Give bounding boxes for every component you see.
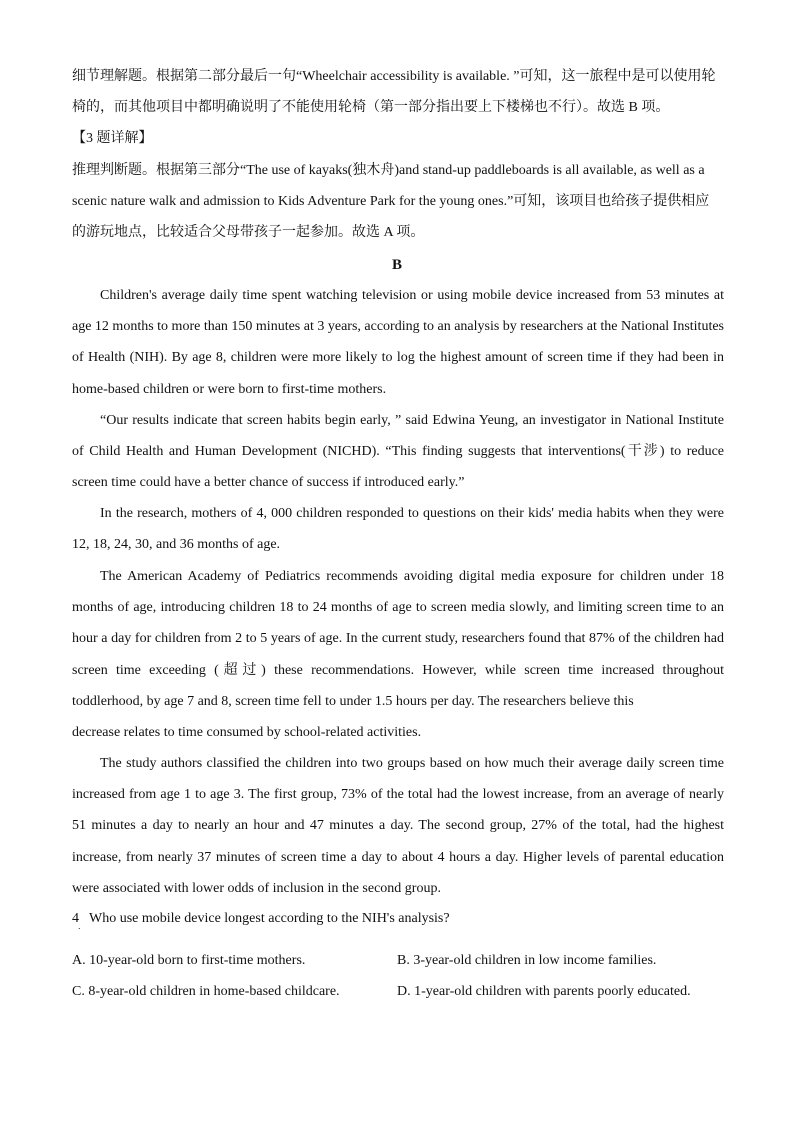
option-c: C. 8-year-old children in home-based childcare. xyxy=(72,984,340,999)
explanation-line: 椅的，而其他项目中都明确说明了不能使用轮椅（第一部分指出要上下楼梯也不行）。故选 B 项。 xyxy=(72,100,670,115)
explanation-line: 推理判断题。根据第三部分“The use of kayaks(独木舟)and stand-up paddleboards is all available, as well as a xyxy=(72,163,705,178)
option-d: D. 1-year-old children with parents poorly educated. xyxy=(397,984,691,999)
question-text: Who use mobile device longest according to the NIH's analysis? xyxy=(89,911,450,926)
question-number: 4 xyxy=(72,911,79,926)
question-number-dot: ． xyxy=(78,922,86,931)
passage-paragraph: In the research, mothers of 4, 000 children responded to questions on their kids' media habits when they were 12, 18, 24, 30, and 36 months of age. xyxy=(72,506,724,553)
option-a: A. 10-year-old born to first-time mothers. xyxy=(72,953,306,968)
passage-paragraph: “Our results indicate that screen habits begin early, ” said Edwina Yeung, an investigator in National Institute of Child Health and Human Development (NICHD). “This finding suggests that interventions(干涉) to reduce screen time could have a better chance of success if introduced early.” xyxy=(72,413,724,491)
option-b: B. 3-year-old children in low income families. xyxy=(397,953,657,968)
passage-paragraph: decrease relates to time consumed by school-related activities. xyxy=(72,725,422,740)
explanation-line: 的游玩地点，比较适合父母带孩子一起参加。故选 A 项。 xyxy=(72,225,425,240)
passage-paragraph: The study authors classified the children into two groups based on how much their average daily screen time increased from age 1 to age 3. The first group, 73% of the total had the lowest increase, from an average of nearly 51 minutes a day to nearly an hour and 47 minutes a day. The second group, 27% of the total, had the highest increase, from nearly 37 minutes of screen time a day to about 4 hours a day. Higher levels of parental education were associated with lower odds of inclusion in the second group. xyxy=(72,756,724,896)
passage-paragraph: Children's average daily time spent watching television or using mobile device increased from 53 minutes at age 12 months to more than 150 minutes at 3 years, according to an analysis by researchers at the National Institutes of Health (NIH). By age 8, children were more likely to log the highest amount of screen time if they had been in home-based children or were born to first-time mothers. xyxy=(72,288,724,397)
explanation-line: scenic nature walk and admission to Kids Adventure Park for the young ones.”可知，该项目也给孩子提供相应 xyxy=(72,194,710,209)
passage-paragraph: The American Academy of Pediatrics recommends avoiding digital media exposure for children under 18 months of age, introducing children 18 to 24 months of age to screen media slowly, and limiting screen time to an hour a day for children from 2 to 5 years of age. In the current study, researchers found that 87% of the children had screen time exceeding (超过) these recommendations. However, while screen time increased throughout toddlerhood, by age 7 and 8, screen time fell to under 1.5 hours per day. The researchers believe this xyxy=(72,569,724,709)
answer-detail-heading: 【3 题详解】 xyxy=(72,131,153,146)
section-label: B xyxy=(391,257,402,273)
explanation-line: 细节理解题。根据第二部分最后一句“Wheelchair accessibility is available. ”可知，这一旅程中是可以使用轮 xyxy=(72,69,716,84)
